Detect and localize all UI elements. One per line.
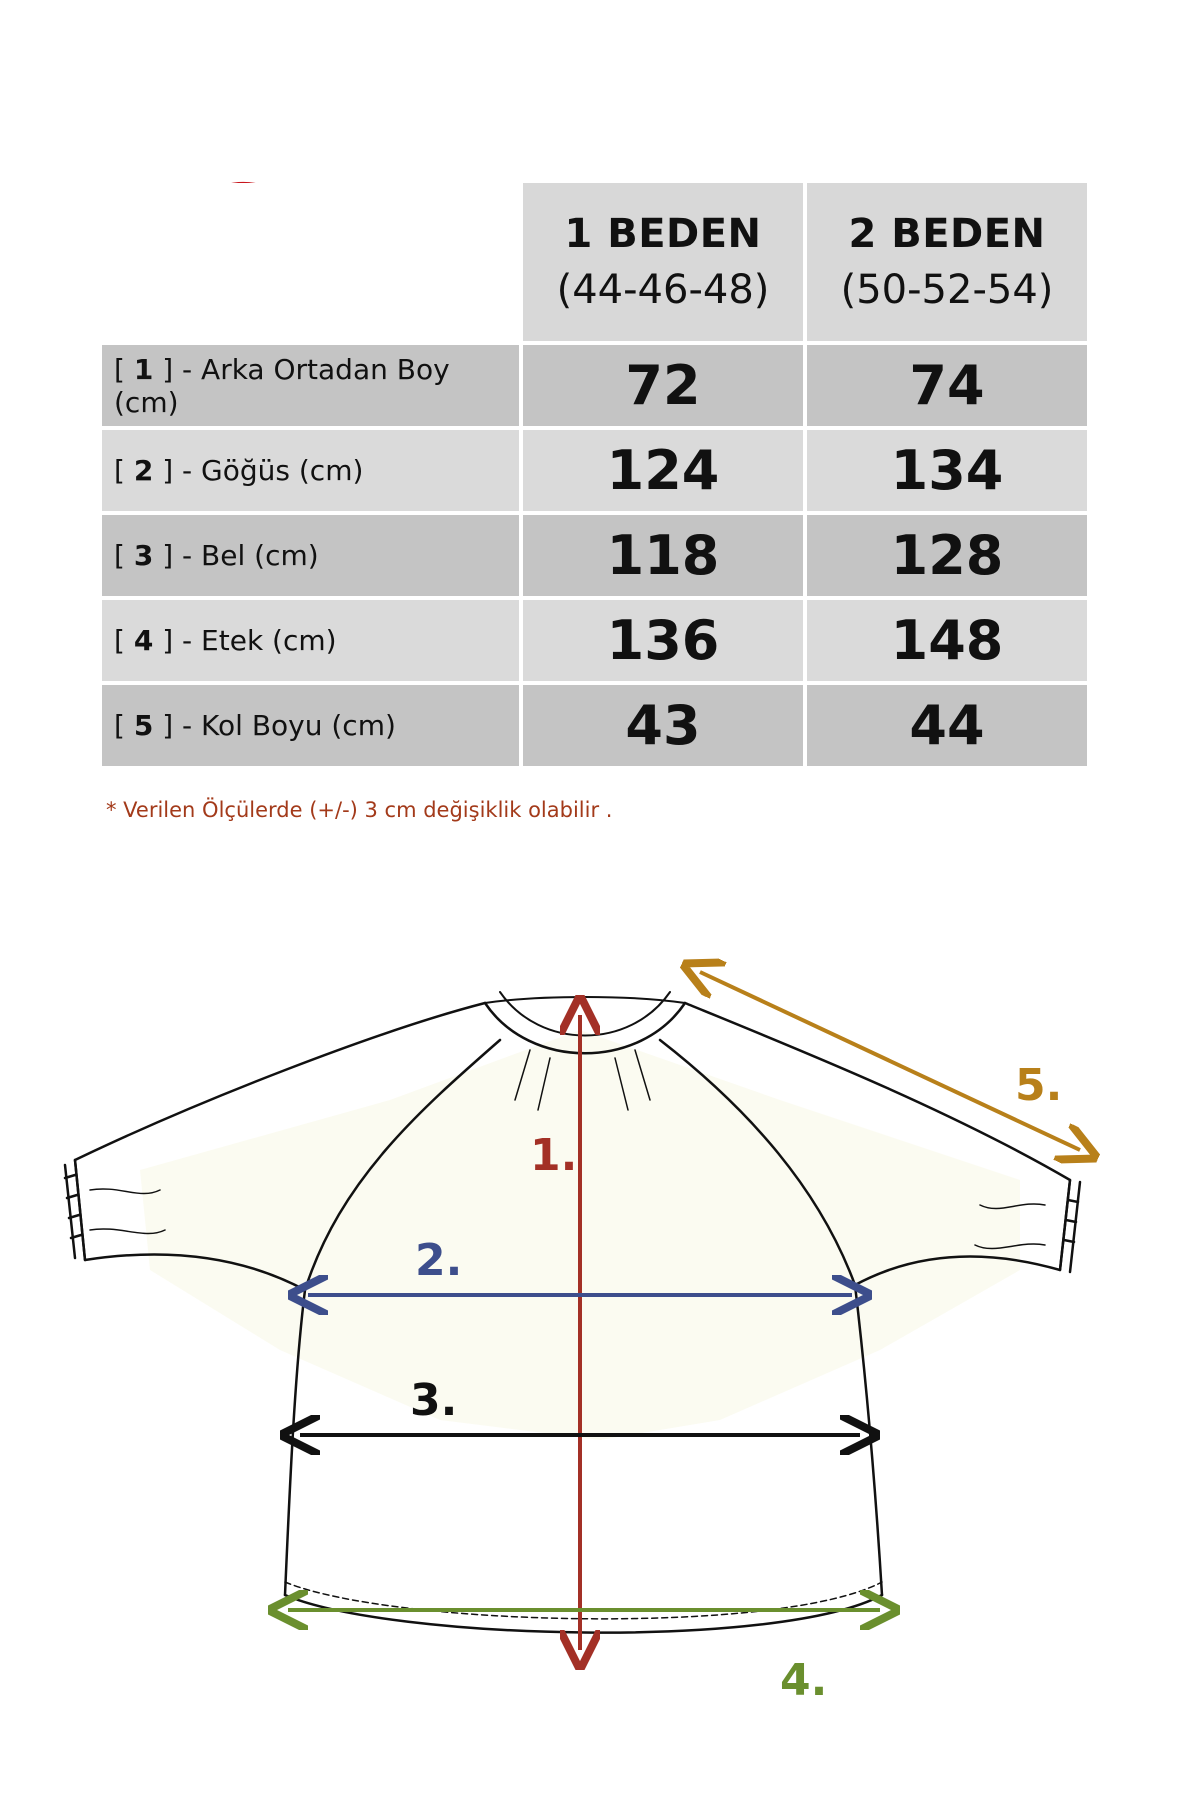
table-row xyxy=(102,345,1087,426)
table-row xyxy=(102,685,1087,766)
row-value-size-1: 136 xyxy=(523,600,803,681)
garment-diagram xyxy=(60,950,1120,1710)
row-label: [ 2 ] - Göğüs (cm) xyxy=(102,430,519,511)
table-row xyxy=(102,600,1087,681)
table-row xyxy=(102,430,1087,511)
row-value-size-1: 124 xyxy=(523,430,803,511)
measurement-label-5: 5. xyxy=(1015,1060,1063,1111)
measurement-tolerance-note: * Verilen Ölçülerde (+/-) 3 cm değişiklik olabilir . xyxy=(106,798,613,822)
row-value-size-1: 43 xyxy=(523,685,803,766)
row-value-size-1: 118 xyxy=(523,515,803,596)
row-value-size-2: 148 xyxy=(807,600,1087,681)
header-size-2: 2 BEDEN (50-52-54) xyxy=(807,183,1087,341)
table-row xyxy=(102,515,1087,596)
measurement-label-2: 2. xyxy=(415,1235,463,1286)
measurement-label-1: 1. xyxy=(530,1130,578,1181)
row-value-size-2: 44 xyxy=(807,685,1087,766)
measurement-label-4: 4. xyxy=(780,1655,828,1706)
header-size-1: 1 BEDEN (44-46-48) xyxy=(523,183,803,341)
row-value-size-1: 72 xyxy=(523,345,803,426)
header-blank-cell xyxy=(102,183,519,341)
row-label: [ 1 ] - Arka Ortadan Boy (cm) xyxy=(102,345,519,426)
row-value-size-2: 128 xyxy=(807,515,1087,596)
measurement-label-3: 3. xyxy=(410,1375,458,1426)
row-label: [ 4 ] - Etek (cm) xyxy=(102,600,519,681)
row-label: [ 5 ] - Kol Boyu (cm) xyxy=(102,685,519,766)
row-value-size-2: 134 xyxy=(807,430,1087,511)
size-table xyxy=(98,179,1091,770)
row-label: [ 3 ] - Bel (cm) xyxy=(102,515,519,596)
table-header-row xyxy=(102,183,1087,341)
row-value-size-2: 74 xyxy=(807,345,1087,426)
